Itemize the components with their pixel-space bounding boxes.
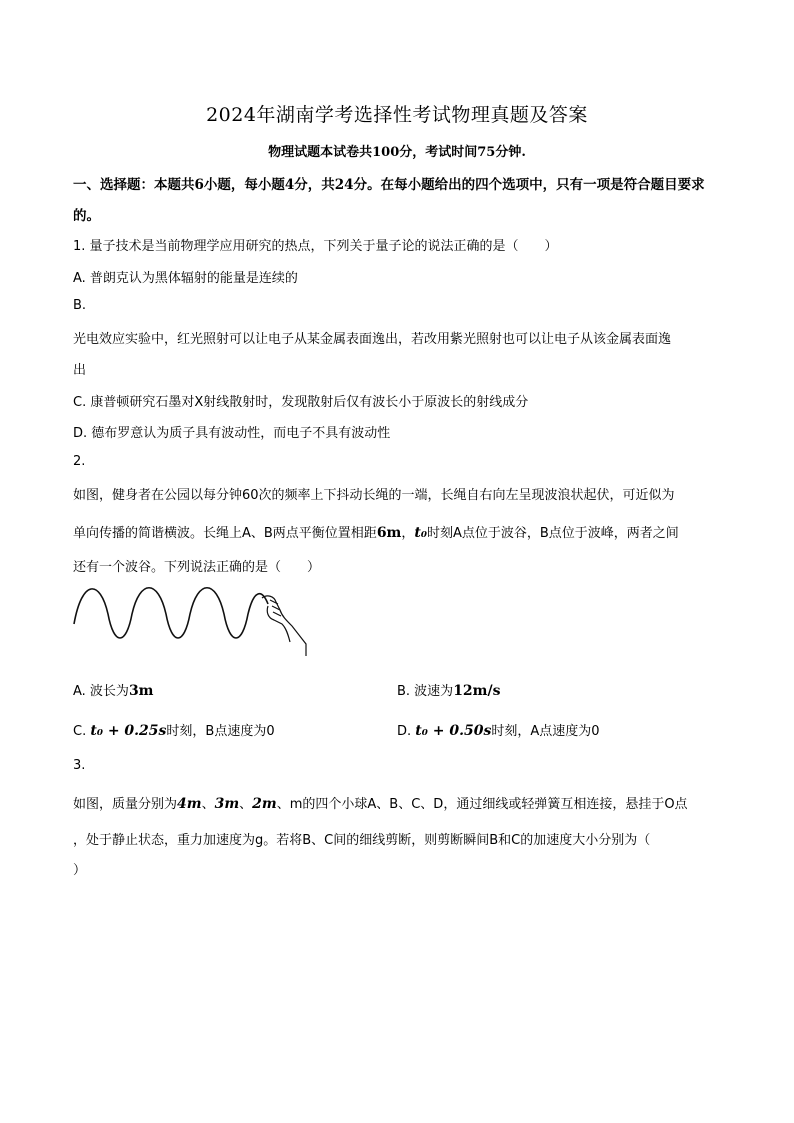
q3-stem-line3: ）	[73, 863, 87, 878]
page-subtitle: 物理试题本试卷共100分，考试时间75分钟.	[268, 145, 526, 160]
q2-option-c	[73, 720, 275, 739]
q3-mass-3: 2m	[252, 796, 277, 812]
q1-option-b-text-cont: 出	[73, 363, 87, 378]
q2-option-b-label: B. 波速为	[397, 684, 454, 699]
q3-number: 3.	[73, 758, 86, 773]
q2-stem-line2b: ，	[401, 526, 415, 541]
q2-option-b	[397, 680, 500, 699]
q3-sep-3: 、	[276, 797, 290, 812]
q1-option-d: D. 德布罗意认为质子具有波动性，而电子不具有波动性	[73, 426, 391, 441]
q2-option-b-value: 12m/s	[453, 683, 501, 699]
q2-option-d-label: D.	[397, 724, 412, 739]
q2-distance: 6m	[376, 525, 402, 541]
q1-stem: 1. 量子技术是当前物理学应用研究的热点，下列关于量子论的说法正确的是（ ）	[73, 239, 558, 254]
q3-mass-2: 3m	[214, 796, 240, 812]
page-title: 2024年湖南学考选择性考试物理真题及答案	[206, 104, 588, 126]
q2-stem-line2c: 时刻A点位于波谷，B点位于波峰，两者之间	[427, 526, 679, 541]
q3-sep-2: 、	[239, 797, 253, 812]
q3-stem-line1	[73, 793, 688, 812]
q2-option-c-value: t₀ + 0.25s	[90, 723, 167, 739]
q3-mass-1: 4m	[177, 796, 202, 812]
q2-option-c-text: 时刻，B点速度为0	[166, 724, 275, 739]
q1-option-b-label: B.	[73, 298, 87, 313]
q3-stem-line2: ，处于静止状态，重力加速度为g。若将B、C间的细线剪断，则剪断瞬间B和C的加速度大小分别为（	[73, 833, 651, 848]
q2-option-d	[397, 720, 600, 739]
q2-t0: t₀	[414, 525, 427, 541]
q2-stem-line2a: 单向传播的简谐横波。长绳上A、B两点平衡位置相距	[73, 526, 377, 541]
q2-stem-line1: 如图，健身者在公园以每分钟60次的频率上下抖动长绳的一端，长绳自右向左呈现波浪状起伏，可近似为	[73, 488, 675, 503]
q2-number: 2.	[73, 454, 86, 469]
q2-option-c-label: C.	[73, 724, 87, 739]
q3-sep-1: 、	[201, 797, 215, 812]
section-heading: 一、选择题：本题共6小题，每小题4分，共24分。在每小题给出的四个选项中，只有一项是符合题目要求	[73, 177, 705, 193]
hand-icon	[262, 596, 306, 656]
q2-option-d-value: t₀ + 0.50s	[415, 723, 492, 739]
section-heading-cont: 的。	[73, 208, 100, 224]
q2-option-a-label: A. 波长为	[73, 684, 129, 699]
q3-stem-line1a: 如图，质量分别为	[73, 797, 178, 812]
q1-option-c: C. 康普顿研究石墨对X射线散射时，发现散射后仅有波长小于原波长的射线成分	[73, 395, 529, 410]
q1-option-a: A. 普朗克认为黑体辐射的能量是连续的	[73, 271, 298, 286]
q1-option-b-text: 光电效应实验中，红光照射可以让电子从某金属表面逸出，若改用紫光照射也可以让电子从该金属表面逸	[73, 332, 672, 347]
q2-option-d-text: 时刻，A点速度为0	[491, 724, 600, 739]
q2-option-a-value: 3m	[128, 683, 154, 699]
q2-stem-line3: 还有一个波谷。下列说法正确的是（ ）	[73, 560, 321, 575]
rope-wave-figure	[70, 584, 315, 659]
rope-wave	[74, 588, 268, 638]
q2-stem-line2	[73, 522, 679, 541]
q3-stem-line1b: m的四个小球A、B、C、D，通过细线或轻弹簧互相连接，悬挂于O点	[289, 797, 688, 812]
q2-option-a	[73, 680, 154, 699]
